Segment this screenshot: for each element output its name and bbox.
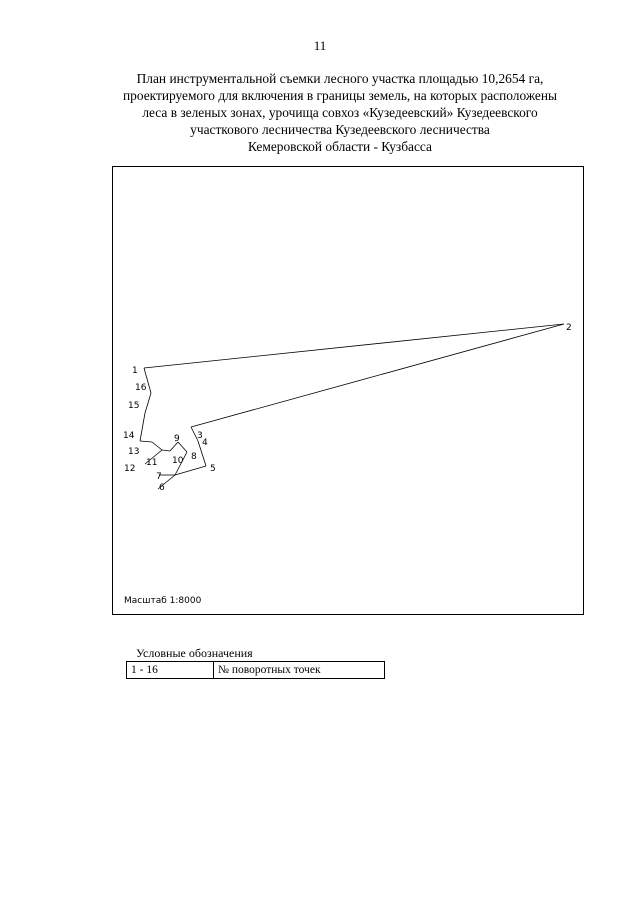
point-label-4: 4 bbox=[202, 438, 208, 448]
legend-description: № поворотных точек bbox=[214, 662, 385, 679]
boundary-segment-10-11 bbox=[162, 450, 170, 451]
plot-boundary-drawing bbox=[113, 167, 585, 616]
boundary-segment-11-13 bbox=[152, 442, 162, 450]
boundary-segment-15-16 bbox=[145, 393, 151, 413]
boundary-segment-2-3 bbox=[191, 324, 564, 427]
point-label-13: 13 bbox=[128, 447, 140, 457]
legend-symbol: 1 - 16 bbox=[127, 662, 214, 679]
boundary-segment-14-15 bbox=[140, 413, 145, 441]
boundary-segment-5-6 bbox=[175, 466, 206, 475]
title-line-4: участкового лесничества Кузедеевского лесничества bbox=[190, 122, 490, 137]
boundary-segment-13-14 bbox=[140, 441, 152, 442]
map-scale-label: Масштаб 1:8000 bbox=[124, 596, 202, 606]
title-line-1: План инструментальной съемки лесного участка площадью 10,2654 га, bbox=[136, 71, 544, 86]
point-label-16: 16 bbox=[135, 383, 147, 393]
point-label-3: 3 bbox=[197, 431, 203, 441]
legend-row bbox=[127, 662, 385, 679]
title-line-2: проектируемого для включения в границы земель, на которых расположены bbox=[122, 88, 558, 103]
legend-table bbox=[126, 661, 385, 679]
point-label-8: 8 bbox=[191, 452, 197, 462]
point-label-6: 6 bbox=[159, 483, 165, 493]
legend-title: Условные обозначения bbox=[136, 646, 253, 660]
page-number: 11 bbox=[313, 38, 327, 53]
point-label-9: 9 bbox=[174, 434, 180, 444]
point-label-15: 15 bbox=[128, 401, 140, 411]
point-label-5: 5 bbox=[210, 464, 216, 474]
title-line-3: леса в зеленых зонах, урочища совхоз «Кузедеевский» Кузедеевского bbox=[142, 105, 538, 120]
point-label-1: 1 bbox=[132, 366, 138, 376]
title-line-5: Кемеровской области - Кузбасса bbox=[248, 139, 432, 154]
boundary-segment-1-2 bbox=[144, 324, 564, 368]
survey-plan-map bbox=[112, 166, 584, 615]
point-label-10: 10 bbox=[172, 456, 184, 466]
point-label-14: 14 bbox=[123, 431, 135, 441]
point-label-11: 11 bbox=[146, 458, 158, 468]
point-label-12: 12 bbox=[124, 464, 136, 474]
point-label-2: 2 bbox=[566, 323, 572, 333]
point-label-7: 7 bbox=[156, 472, 162, 482]
document-title bbox=[80, 70, 600, 155]
